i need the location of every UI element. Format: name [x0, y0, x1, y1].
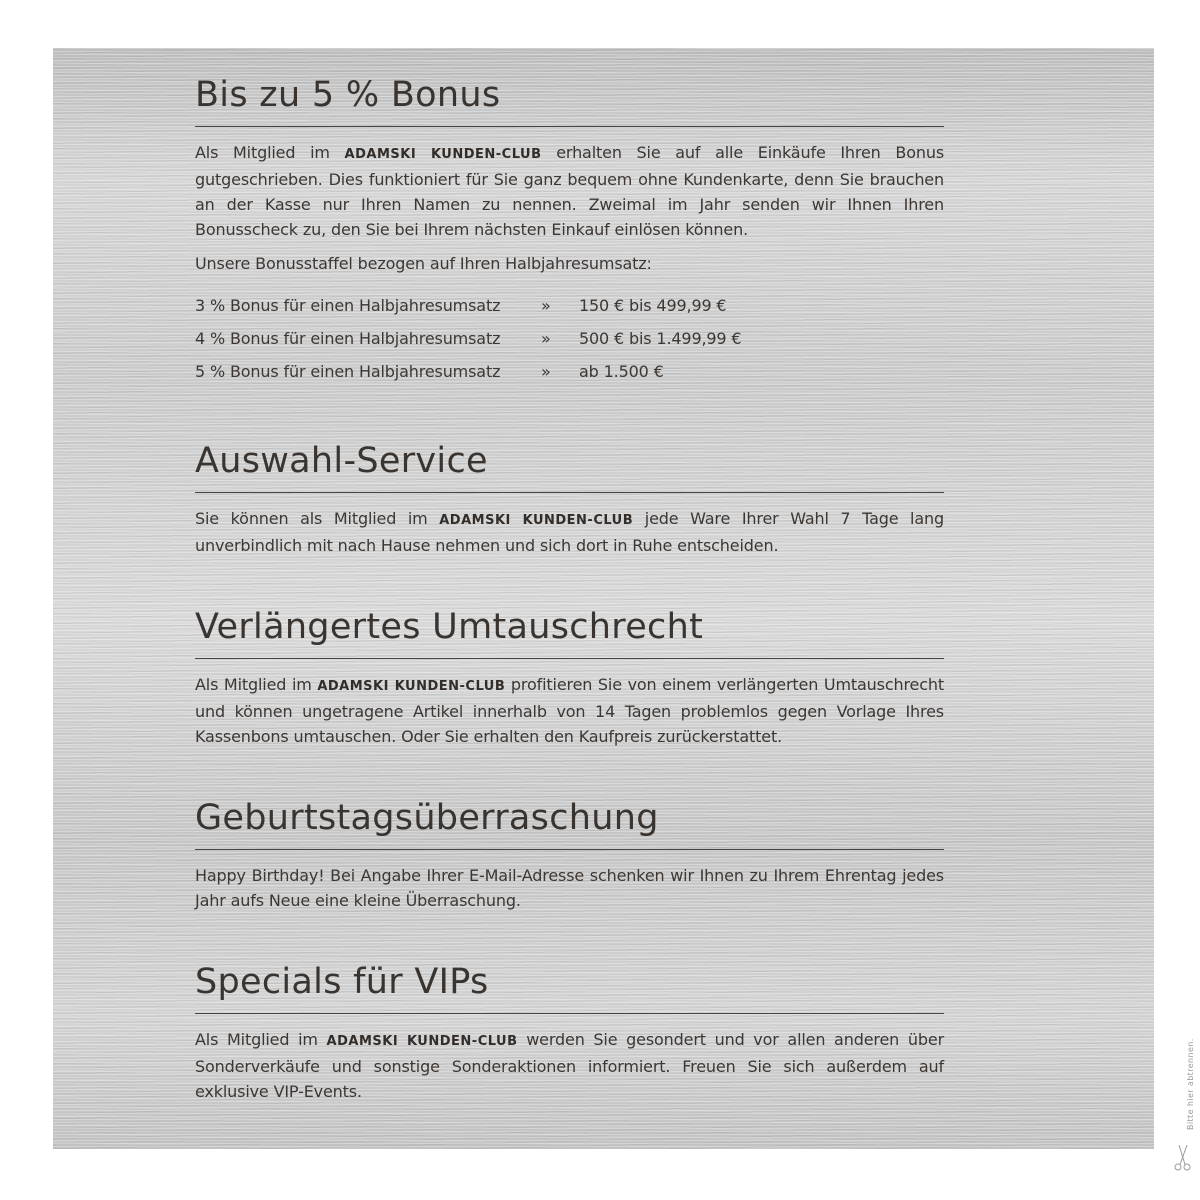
bonus-tier-row	[195, 293, 944, 326]
brushed-metal-panel	[53, 48, 1154, 1149]
bonus-tier-list	[195, 293, 944, 392]
club-name: ADAMSKI KUNDEN-CLUB	[344, 147, 542, 162]
section-title-auswahl: Auswahl-Service	[195, 436, 944, 493]
text-fragment: jede Ware Ihrer Wahl 7 Tage lang unverbindlich mit nach Hause nehmen und sich dort in Ruhe entscheiden.	[195, 509, 945, 555]
text-fragment: erhalten Sie auf alle Einkäufe Ihren Bonus gutgeschrieben. Dies funktioniert für Sie ganz bequem ohne Kundenkarte, denn Sie brauchen an der Kasse nur Ihren Namen zu nennen. Zweimal im Jahr senden wir Ihnen Ihren Bonusscheck zu, den Sie bei Ihrem nächsten Einkauf einlösen können.	[195, 143, 945, 239]
cut-line-note	[1170, 1020, 1200, 1170]
geburtstag-text: Happy Birthday! Bei Angabe Ihrer E-Mail-Adresse schenken wir Ihnen zu Ihrem Ehrentag jedes Jahr aufs Neue eine kleine Überraschung.	[195, 866, 944, 910]
content-column	[195, 70, 944, 1104]
tier-separator: »	[541, 362, 551, 381]
club-name: ADAMSKI KUNDEN-CLUB	[326, 1034, 518, 1049]
tier-label: 3 % Bonus für einen Halbjahresumsatz	[195, 296, 501, 315]
section-title-umtausch: Verlängertes Umtauschrecht	[195, 602, 944, 659]
cut-here-label: Bitte hier abtrennen.	[1186, 1038, 1195, 1130]
bonus-intro-text	[195, 140, 944, 242]
club-name: ADAMSKI KUNDEN-CLUB	[317, 679, 506, 694]
text-fragment: Sie können als Mitglied im	[195, 509, 440, 528]
text-fragment: Als Mitglied im	[195, 675, 318, 694]
tier-separator: »	[541, 296, 551, 315]
section-vip	[195, 957, 944, 1104]
section-auswahl	[195, 436, 944, 558]
tier-range: ab 1.500 €	[579, 362, 664, 381]
tier-separator: »	[541, 329, 551, 348]
auswahl-text	[195, 506, 944, 558]
bonus-tier-row	[195, 359, 944, 392]
section-title-geburtstag: Geburtstagsüberraschung	[195, 793, 944, 850]
bonus-tier-row	[195, 326, 944, 359]
tier-label: 4 % Bonus für einen Halbjahresumsatz	[195, 329, 501, 348]
section-umtausch	[195, 602, 944, 749]
section-title-vip: Specials für VIPs	[195, 957, 944, 1014]
vip-text	[195, 1027, 944, 1104]
section-bonus	[195, 70, 944, 392]
text-fragment: profitieren Sie von einem verlängerten Umtauschrecht und können ungetragene Artikel innerhalb von 14 Tagen problemlos gegen Vorlage Ihres Kassenbons umtauschen. Oder Sie erhalten den Kaufpreis zurückerstattet.	[195, 675, 945, 746]
tier-label: 5 % Bonus für einen Halbjahresumsatz	[195, 362, 501, 381]
section-title-bonus: Bis zu 5 % Bonus	[195, 70, 944, 127]
umtausch-text	[195, 672, 944, 749]
text-fragment: werden Sie gesondert und vor allen anderen über Sonderverkäufe und sonstige Sonderaktionen informiert. Freuen Sie sich außerdem auf exklusive VIP-Events.	[195, 1030, 945, 1101]
tier-range: 150 € bis 499,99 €	[579, 296, 727, 315]
section-geburtstag	[195, 793, 944, 913]
club-name: ADAMSKI KUNDEN-CLUB	[439, 513, 634, 528]
text-fragment: Als Mitglied im	[195, 143, 345, 162]
bonus-scale-intro: Unsere Bonusstaffel bezogen auf Ihren Halbjahresumsatz:	[195, 254, 652, 273]
scissors-icon	[1172, 1142, 1194, 1172]
tier-range: 500 € bis 1.499,99 €	[579, 329, 742, 348]
text-fragment: Als Mitglied im	[195, 1030, 327, 1049]
